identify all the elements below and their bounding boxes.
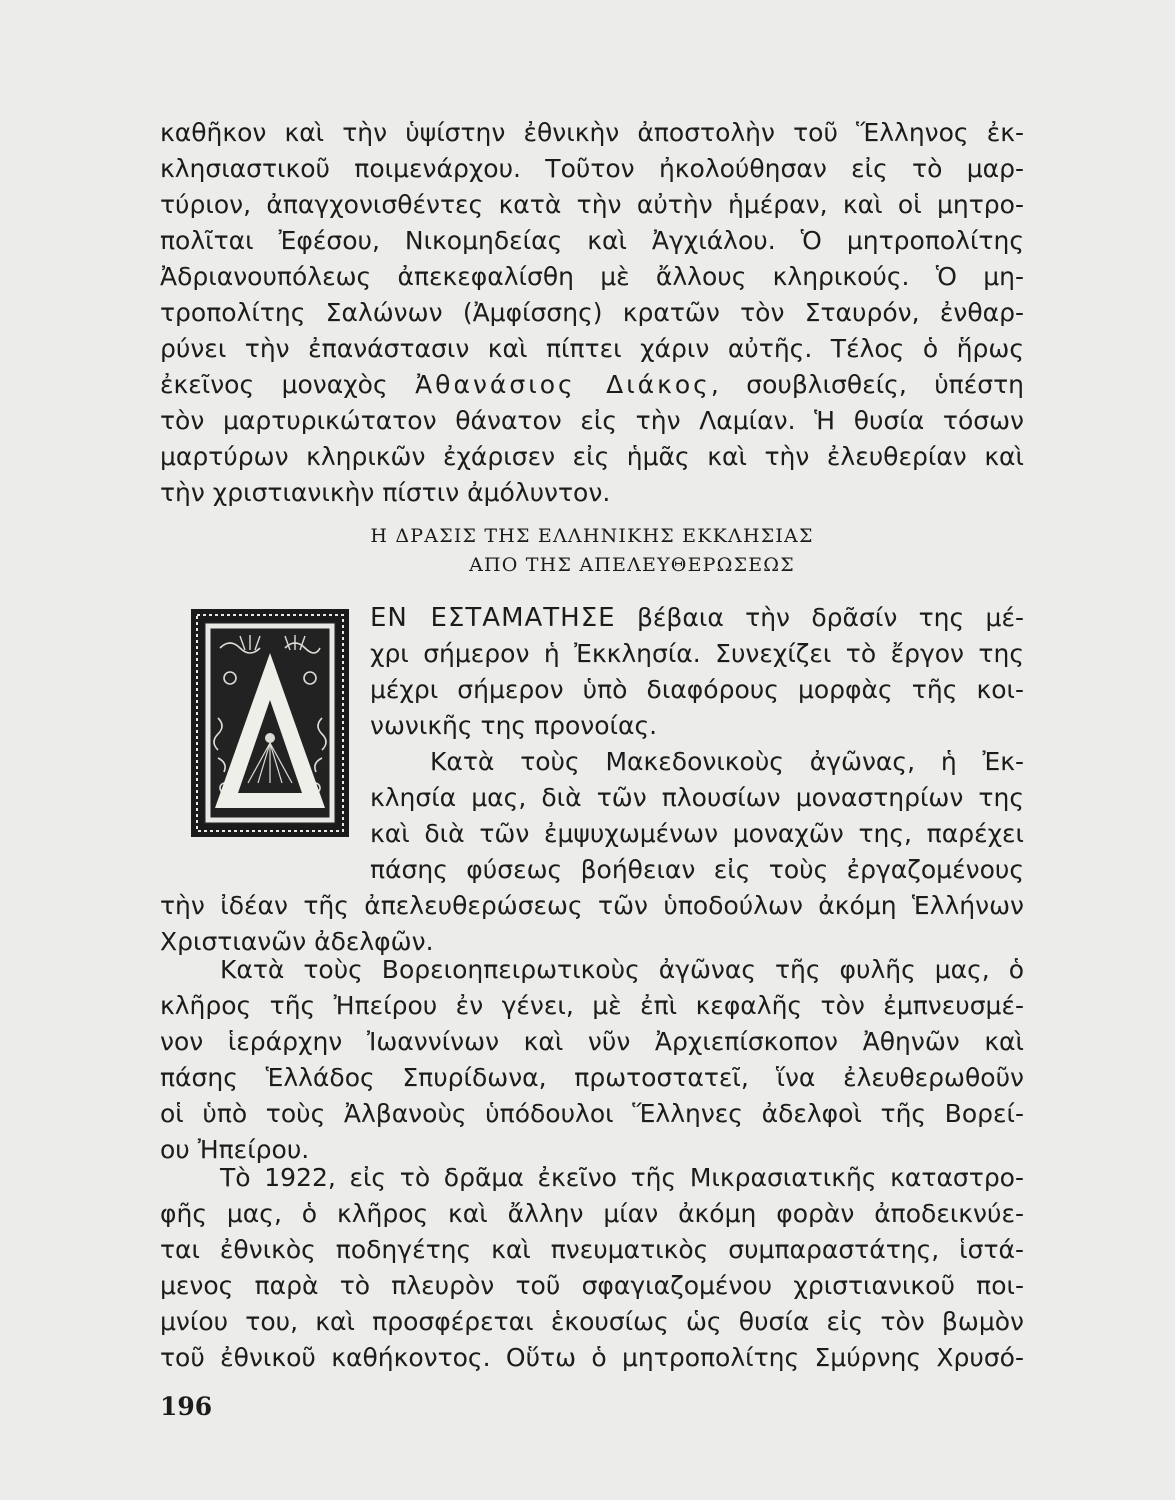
paragraph-macedonian-struggle-continued <box>160 852 1024 960</box>
text-line: ου Ἠπείρου. <box>160 1135 310 1164</box>
text-line: νον ἱεράρχην Ἰωαννίνων καὶ νῦν Ἀρχιεπίσκοπον Ἀθηνῶν καὶ <box>160 1027 1024 1056</box>
paragraph-macedonian-struggle <box>370 744 1024 852</box>
text-line: πάσης φύσεως βοήθειαν εἰς τοὺς ἐργαζομένους <box>370 855 1024 884</box>
ornate-initial-delta-icon <box>190 608 350 838</box>
paragraph-northern-epirus <box>160 952 1024 1168</box>
text-line-lead <box>370 600 1024 636</box>
text-line: τροπολίτης Σαλώνων (Ἀμφίσσης) κρατῶν τὸν Σταυρόν, ἐνθαρ- <box>160 298 1024 327</box>
text-line: μνίου του, καὶ προσφέρεται ἑκουσίως ὡς θυσία εἰς τὸν βωμὸν <box>160 1307 1024 1336</box>
text-line: φῆς μας, ὁ κλῆρος καὶ ἄλλην μίαν ἀκόμη φορὰν ἀποδεικνύε- <box>160 1199 1024 1228</box>
text-line: πάσης Ἑλλάδος Σπυρίδωνα, πρωτοστατεῖ, ἵνα ἐλευθερωθοῦν <box>160 1063 1024 1092</box>
text-line: Ἀδριανουπόλεως ἀπεκεφαλίσθη μὲ ἄλλους κληρικούς. Ὁ μη- <box>160 262 1024 291</box>
text-line: κλῆρος τῆς Ἠπείρου ἐν γένει, μὲ ἐπὶ κεφαλῆς τὸν ἐμπνευσμέ- <box>160 991 1024 1020</box>
paragraph-church-activity <box>370 600 1024 744</box>
text-line: καθῆκον καὶ τὴν ὑψίστην ἐθνικὴν ἀποστολὴν τοῦ Ἕλληνος ἐκ- <box>160 118 1024 147</box>
text-line: ται ἐθνικὸς ποδηγέτης καὶ πνευματικὸς συμπαραστάτης, ἱστά- <box>160 1235 1024 1264</box>
emphasized-name: Ἀθανάσιος Διάκος <box>415 370 711 399</box>
text-line: Κατὰ τοὺς Μακεδονικοὺς ἀγῶνας, ἡ Ἐκ- <box>430 747 1024 776</box>
text-line: κλησιαστικοῦ ποιμενάρχου. Τοῦτον ἠκολούθησαν εἰς τὸ μαρ- <box>160 154 1024 183</box>
text-line: μαρτύρων κληρικῶν ἐχάρισεν εἰς ἡμᾶς καὶ τὴν ἐλευθερίαν καὶ <box>160 442 1024 471</box>
text-line: Χριστιανῶν ἀδελφῶν. <box>160 927 434 956</box>
lead-capitals: ΕΝ ΕΣΤΑΜΑΤΗΣΕ <box>370 603 616 633</box>
text-line: τύριον, ἀπαγχονισθέντες κατὰ τὴν αὐτὴν ἡμέραν, καὶ οἱ μητρο- <box>160 190 1024 219</box>
section-heading-line-2: ΑΠΟ ΤΗΣ ΑΠΕΛΕΥΘΕΡΩΣΕΩΣ <box>469 554 795 576</box>
text-line: Τὸ 1922, εἰς τὸ δρᾶμα ἐκεῖνο τῆς Μικρασιατικῆς καταστρο- <box>220 1163 1024 1192</box>
text-line: καὶ διὰ τῶν ἐμψυχωμένων μοναχῶν της, παρέχει <box>370 819 1024 848</box>
text-line: μέχρι σήμερον ὑπὸ διαφόρους μορφὰς τῆς κοι- <box>370 675 1024 704</box>
text-line: ρύνει τὴν ἐπανάστασιν καὶ πίπτει χάριν αὐτῆς. Τέλος ὁ ἥρως <box>160 334 1024 363</box>
text-line: μενος παρὰ τὸ πλευρὸν τοῦ σφαγιαζομένου χριστιανικοῦ ποι- <box>160 1271 1024 1300</box>
text-line: Κατὰ τοὺς Βορειοηπειρωτικοὺς ἀγῶνας τῆς φυλῆς μας, ὁ <box>220 955 1024 984</box>
paragraph-1922-catastrophe <box>160 1160 1024 1376</box>
text-line-with-name <box>160 367 1024 403</box>
text-line: οἱ ὑπὸ τοὺς Ἀλβανοὺς ὑπόδουλοι Ἕλληνες ἀδελφοὶ τῆς Βορεί- <box>160 1099 1024 1128</box>
text-segment: βέβαια τὴν δρᾶσίν της μέ- <box>636 603 1024 632</box>
text-line: νωνικῆς της προνοίας. <box>370 711 658 740</box>
text-line: χρι σήμερον ἡ Ἐκκλησία. Συνεχίζει τὸ ἔργον της <box>370 639 1024 668</box>
section-heading-line-1: Η ΔΡΑΣΙΣ ΤΗΣ ΕΛΛΗΝΙΚΗΣ ΕΚΚΛΗΣΙΑΣ <box>370 525 814 547</box>
text-line: τοῦ ἐθνικοῦ καθήκοντος. Οὕτω ὁ μητροπολίτης Σμύρνης Χρυσό- <box>160 1343 1024 1372</box>
text-line: τὸν μαρτυρικώτατον θάνατον εἰς τὴν Λαμίαν. Ἡ θυσία τόσων <box>160 406 1024 435</box>
text-line: τὴν χριστιανικὴν πίστιν ἀμόλυντον. <box>160 478 611 507</box>
text-line: πολῖται Ἐφέσου, Νικομηδείας καὶ Ἀγχιάλου. Ὁ μητροπολίτης <box>160 226 1024 255</box>
text-line: κλησία μας, διὰ τῶν πλουσίων μοναστηρίων της <box>370 783 1024 812</box>
text-line: τὴν ἰδέαν τῆς ἀπελευθερώσεως τῶν ὑποδούλων ἀκόμη Ἑλλήνων <box>160 891 1024 920</box>
paragraph-martyrs <box>160 115 1024 511</box>
text-segment: ἐκεῖνος μοναχὸς <box>160 370 388 399</box>
page-number: 196 <box>160 1392 213 1421</box>
text-segment: , σουβλισθείς, ὑπέστη <box>710 370 1024 399</box>
